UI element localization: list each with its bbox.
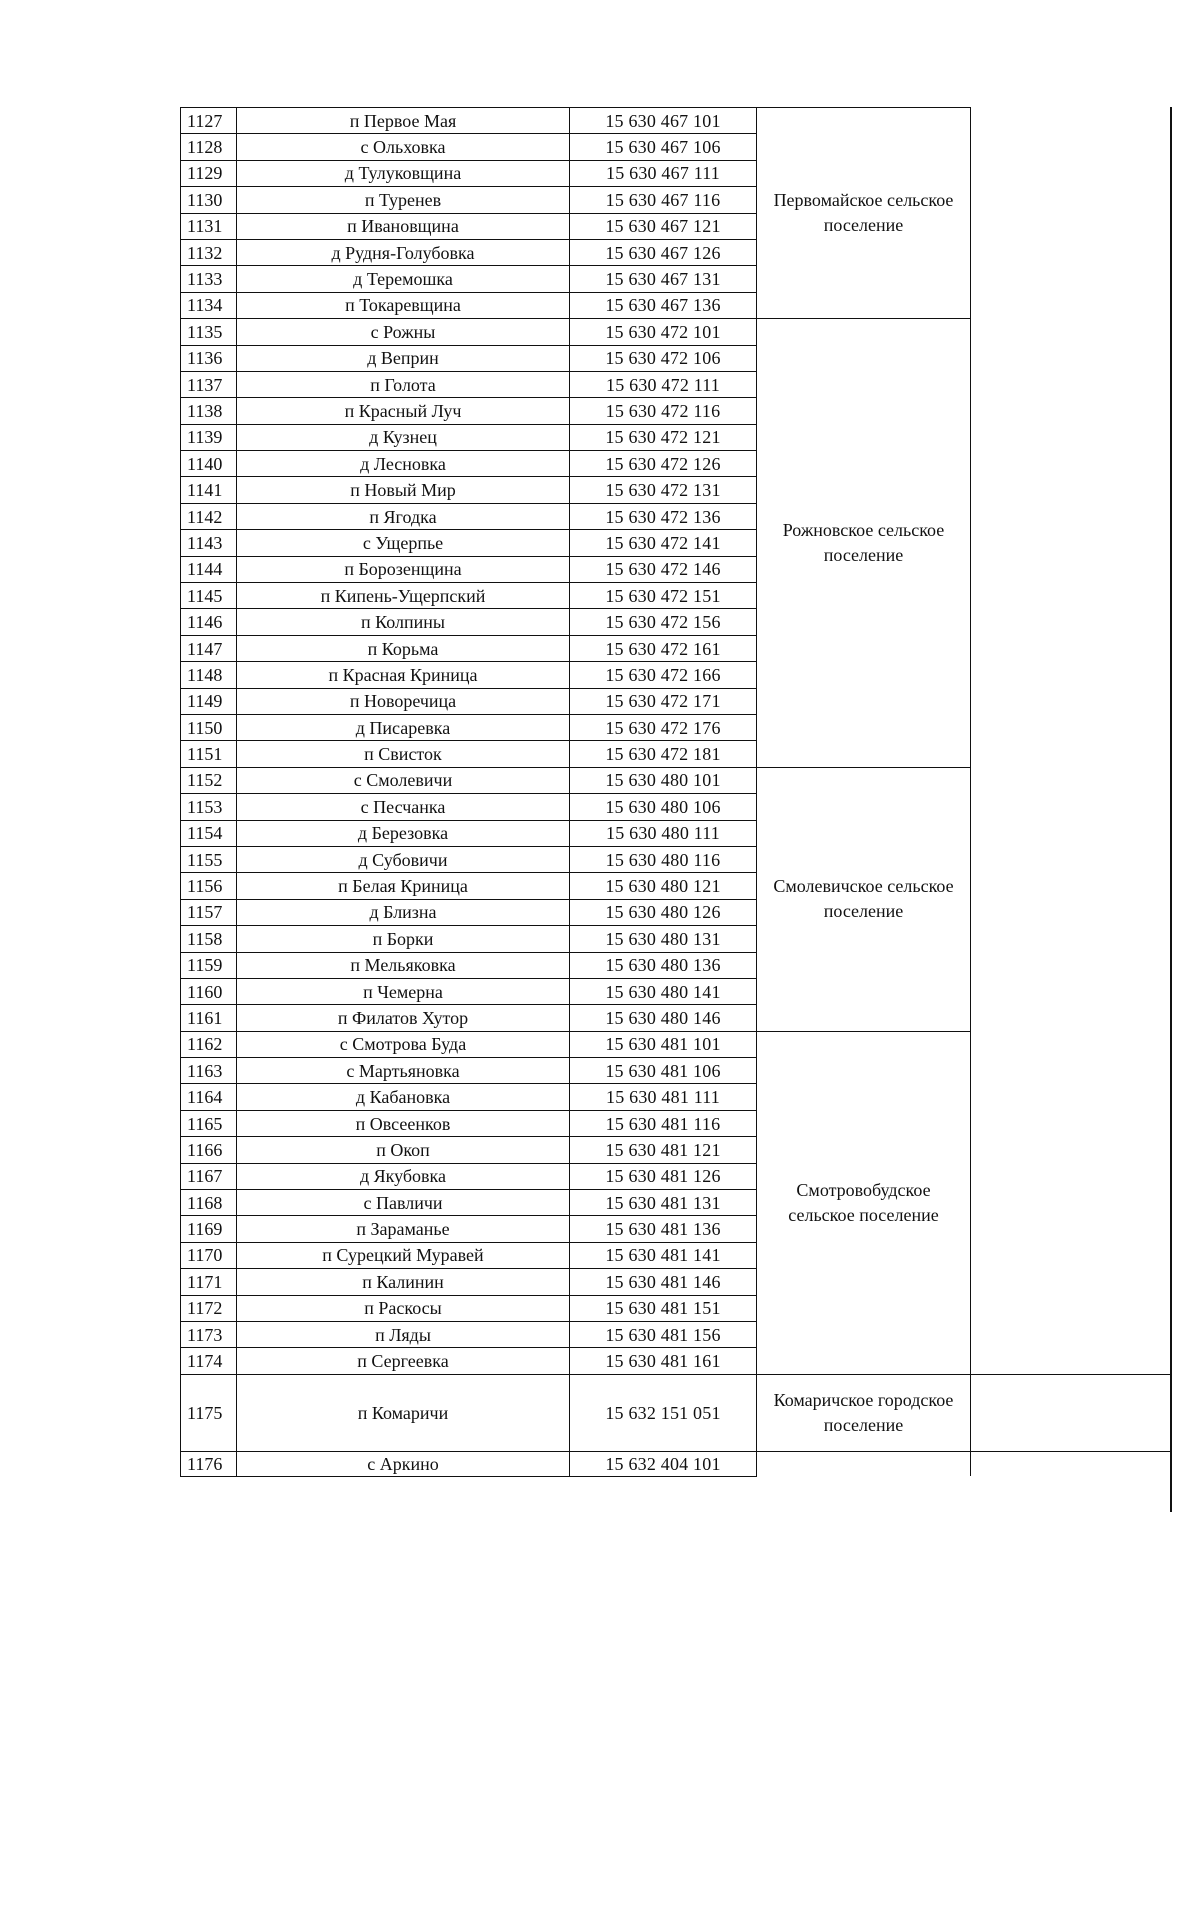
settlement-name: д Кабановка [237, 1084, 570, 1110]
oktmo-code: 15 630 472 146 [570, 556, 757, 582]
oktmo-code: 15 630 472 161 [570, 635, 757, 661]
empty-cell [971, 1031, 1171, 1374]
table-row [181, 1031, 1171, 1057]
row-number: 1157 [181, 899, 237, 925]
oktmo-code: 15 630 480 101 [570, 767, 757, 793]
settlement-name: д Березовка [237, 820, 570, 846]
settlement-name: п Красная Криница [237, 662, 570, 688]
settlement-name: с Павличи [237, 1190, 570, 1216]
settlement-name: с Ольховка [237, 134, 570, 160]
municipality-name [757, 1451, 971, 1476]
row-number: 1140 [181, 451, 237, 477]
table-row [181, 1374, 1171, 1451]
oktmo-code: 15 630 467 136 [570, 292, 757, 318]
table-row [181, 108, 1171, 134]
settlements-table [180, 107, 1171, 1477]
settlement-name: с Рожны [237, 319, 570, 345]
row-number: 1130 [181, 187, 237, 213]
settlement-name: п Филатов Хутор [237, 1005, 570, 1031]
oktmo-code: 15 630 472 176 [570, 714, 757, 740]
empty-cell [971, 108, 1171, 319]
oktmo-code: 15 632 404 101 [570, 1451, 757, 1476]
oktmo-code: 15 630 472 156 [570, 609, 757, 635]
oktmo-code: 15 630 467 106 [570, 134, 757, 160]
settlement-name: д Рудня-Голубовка [237, 239, 570, 265]
row-number: 1129 [181, 160, 237, 186]
row-number: 1131 [181, 213, 237, 239]
oktmo-code: 15 630 481 151 [570, 1295, 757, 1321]
row-number: 1158 [181, 926, 237, 952]
settlement-name: с Аркино [237, 1451, 570, 1476]
settlement-name: п Первое Мая [237, 108, 570, 134]
oktmo-code: 15 630 480 116 [570, 846, 757, 872]
settlement-name: п Борки [237, 926, 570, 952]
municipality-name: Смотровобудское сельское поселение [757, 1031, 971, 1374]
row-number: 1132 [181, 239, 237, 265]
row-number: 1134 [181, 292, 237, 318]
empty-cell [971, 767, 1171, 1031]
row-number: 1162 [181, 1031, 237, 1057]
settlement-name: п Красный Луч [237, 398, 570, 424]
oktmo-code: 15 630 472 111 [570, 371, 757, 397]
settlement-name: д Веприн [237, 345, 570, 371]
municipality-name: Смолевичское сельское поселение [757, 767, 971, 1031]
table-row [181, 1451, 1171, 1476]
oktmo-code: 15 630 472 131 [570, 477, 757, 503]
oktmo-code: 15 630 467 116 [570, 187, 757, 213]
row-number: 1164 [181, 1084, 237, 1110]
settlement-name: д Тулуковщина [237, 160, 570, 186]
oktmo-code: 15 630 481 141 [570, 1242, 757, 1268]
settlement-name: п Мельяковка [237, 952, 570, 978]
settlement-name: с Песчанка [237, 794, 570, 820]
settlement-name: д Якубовка [237, 1163, 570, 1189]
settlement-name: п Токаревщина [237, 292, 570, 318]
table-row [181, 767, 1171, 793]
oktmo-code: 15 630 472 166 [570, 662, 757, 688]
settlement-name: с Мартьяновка [237, 1058, 570, 1084]
oktmo-code: 15 630 472 171 [570, 688, 757, 714]
row-number: 1175 [181, 1374, 237, 1451]
row-number: 1165 [181, 1110, 237, 1136]
row-number: 1174 [181, 1348, 237, 1374]
settlement-name: д Кузнец [237, 424, 570, 450]
row-number: 1172 [181, 1295, 237, 1321]
row-number: 1128 [181, 134, 237, 160]
oktmo-code: 15 630 480 121 [570, 873, 757, 899]
row-number: 1168 [181, 1190, 237, 1216]
row-number: 1145 [181, 583, 237, 609]
oktmo-code: 15 630 472 121 [570, 424, 757, 450]
settlements-table-sheet [180, 107, 1171, 1477]
oktmo-code: 15 630 472 151 [570, 583, 757, 609]
municipality-name: Первомайское сельское поселение [757, 108, 971, 319]
settlement-name: п Овсеенков [237, 1110, 570, 1136]
row-number: 1163 [181, 1058, 237, 1084]
row-number: 1166 [181, 1137, 237, 1163]
row-number: 1150 [181, 714, 237, 740]
row-number: 1151 [181, 741, 237, 767]
oktmo-code: 15 630 481 116 [570, 1110, 757, 1136]
oktmo-code: 15 630 480 141 [570, 978, 757, 1004]
row-number: 1154 [181, 820, 237, 846]
settlement-name: п Зараманье [237, 1216, 570, 1242]
row-number: 1173 [181, 1321, 237, 1347]
settlement-name: п Колпины [237, 609, 570, 635]
empty-cell [971, 319, 1171, 768]
row-number: 1169 [181, 1216, 237, 1242]
settlement-name: д Лесновка [237, 451, 570, 477]
settlement-name: с Смотрова Буда [237, 1031, 570, 1057]
oktmo-code: 15 630 467 111 [570, 160, 757, 186]
row-number: 1170 [181, 1242, 237, 1268]
oktmo-code: 15 630 481 161 [570, 1348, 757, 1374]
settlement-name: с Ущерпье [237, 530, 570, 556]
settlement-name: п Чемерна [237, 978, 570, 1004]
page-right-border [1170, 107, 1172, 1512]
settlement-name: п Борозенщина [237, 556, 570, 582]
row-number: 1139 [181, 424, 237, 450]
row-number: 1176 [181, 1451, 237, 1476]
oktmo-code: 15 630 472 106 [570, 345, 757, 371]
settlement-name: д Писаревка [237, 714, 570, 740]
oktmo-code: 15 630 467 131 [570, 266, 757, 292]
settlement-name: п Калинин [237, 1269, 570, 1295]
settlement-name: п Новый Мир [237, 477, 570, 503]
oktmo-code: 15 630 481 101 [570, 1031, 757, 1057]
oktmo-code: 15 630 481 106 [570, 1058, 757, 1084]
row-number: 1146 [181, 609, 237, 635]
settlement-name: п Свисток [237, 741, 570, 767]
oktmo-code: 15 630 472 116 [570, 398, 757, 424]
row-number: 1142 [181, 503, 237, 529]
row-number: 1160 [181, 978, 237, 1004]
oktmo-code: 15 630 472 136 [570, 503, 757, 529]
settlement-name: п Ягодка [237, 503, 570, 529]
settlement-name: п Ивановщина [237, 213, 570, 239]
oktmo-code: 15 630 481 126 [570, 1163, 757, 1189]
row-number: 1149 [181, 688, 237, 714]
settlement-name: п Окоп [237, 1137, 570, 1163]
oktmo-code: 15 630 481 131 [570, 1190, 757, 1216]
row-number: 1143 [181, 530, 237, 556]
oktmo-code: 15 630 481 111 [570, 1084, 757, 1110]
empty-cell [971, 1374, 1171, 1451]
oktmo-code: 15 630 472 101 [570, 319, 757, 345]
settlement-name: п Сергеевка [237, 1348, 570, 1374]
oktmo-code: 15 630 480 111 [570, 820, 757, 846]
oktmo-code: 15 630 472 181 [570, 741, 757, 767]
row-number: 1153 [181, 794, 237, 820]
municipality-name: Комаричское городское поселение [757, 1374, 971, 1451]
row-number: 1135 [181, 319, 237, 345]
row-number: 1161 [181, 1005, 237, 1031]
oktmo-code: 15 630 481 146 [570, 1269, 757, 1295]
municipality-name: Рожновское сельское поселение [757, 319, 971, 768]
settlement-name: п Раскосы [237, 1295, 570, 1321]
row-number: 1147 [181, 635, 237, 661]
oktmo-code: 15 630 481 136 [570, 1216, 757, 1242]
row-number: 1138 [181, 398, 237, 424]
settlement-name: п Голота [237, 371, 570, 397]
oktmo-code: 15 630 481 156 [570, 1321, 757, 1347]
row-number: 1159 [181, 952, 237, 978]
row-number: 1144 [181, 556, 237, 582]
oktmo-code: 15 630 467 126 [570, 239, 757, 265]
oktmo-code: 15 630 467 121 [570, 213, 757, 239]
settlement-name: п Ляды [237, 1321, 570, 1347]
settlement-name: п Сурецкий Муравей [237, 1242, 570, 1268]
settlement-name: п Новоречица [237, 688, 570, 714]
row-number: 1136 [181, 345, 237, 371]
row-number: 1127 [181, 108, 237, 134]
oktmo-code: 15 630 467 101 [570, 108, 757, 134]
oktmo-code: 15 630 480 126 [570, 899, 757, 925]
settlement-name: п Туренев [237, 187, 570, 213]
oktmo-code: 15 630 472 141 [570, 530, 757, 556]
settlement-name: д Теремошка [237, 266, 570, 292]
oktmo-code: 15 632 151 051 [570, 1374, 757, 1451]
settlement-name: п Кипень-Ущерпский [237, 583, 570, 609]
settlement-name: д Субовичи [237, 846, 570, 872]
row-number: 1167 [181, 1163, 237, 1189]
row-number: 1156 [181, 873, 237, 899]
row-number: 1141 [181, 477, 237, 503]
settlement-name: п Белая Криница [237, 873, 570, 899]
settlement-name: с Смолевичи [237, 767, 570, 793]
row-number: 1133 [181, 266, 237, 292]
oktmo-code: 15 630 480 136 [570, 952, 757, 978]
settlement-name: п Комаричи [237, 1374, 570, 1451]
row-number: 1171 [181, 1269, 237, 1295]
row-number: 1137 [181, 371, 237, 397]
oktmo-code: 15 630 480 146 [570, 1005, 757, 1031]
row-number: 1148 [181, 662, 237, 688]
row-number: 1155 [181, 846, 237, 872]
oktmo-code: 15 630 472 126 [570, 451, 757, 477]
oktmo-code: 15 630 481 121 [570, 1137, 757, 1163]
oktmo-code: 15 630 480 106 [570, 794, 757, 820]
oktmo-code: 15 630 480 131 [570, 926, 757, 952]
settlement-name: д Близна [237, 899, 570, 925]
table-row [181, 319, 1171, 345]
row-number: 1152 [181, 767, 237, 793]
empty-cell [971, 1451, 1171, 1476]
settlement-name: п Корьма [237, 635, 570, 661]
